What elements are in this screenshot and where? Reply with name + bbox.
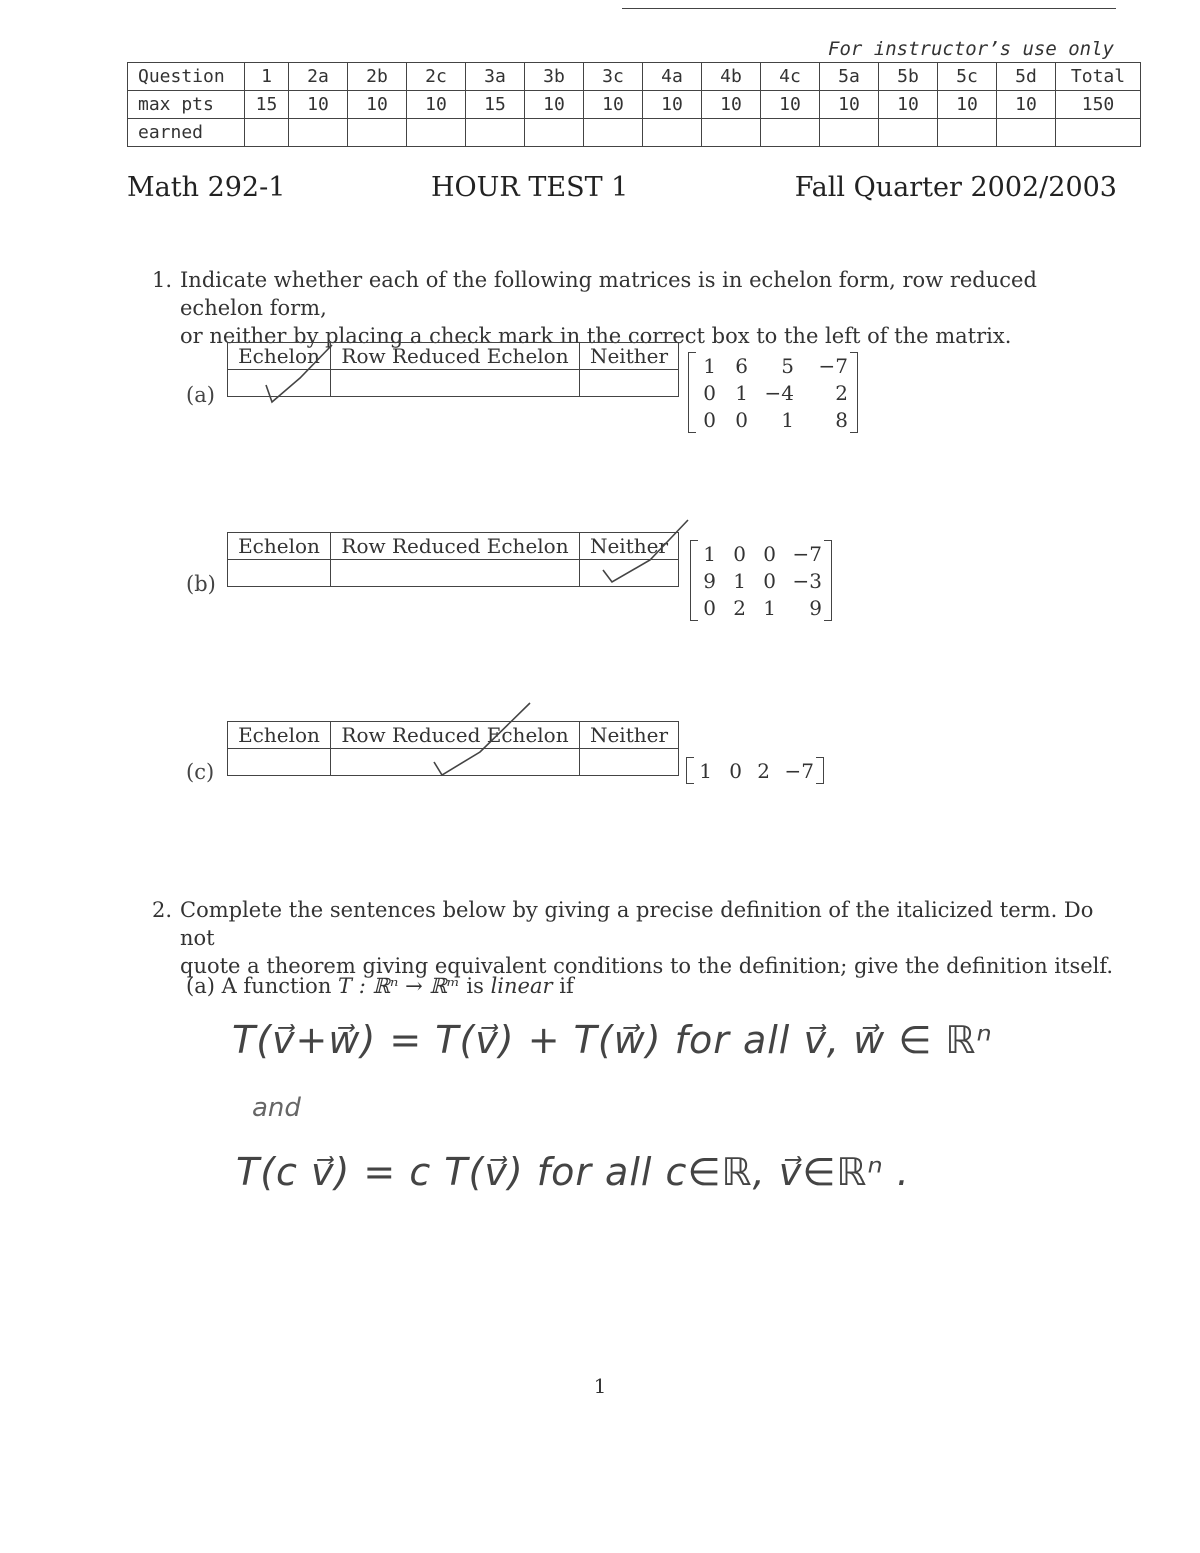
matrix-entry: 2 (757, 758, 770, 783)
matrix-entry: −7 (792, 541, 822, 566)
question-number: 2. (152, 898, 173, 922)
matrix-entry: 1 (763, 595, 776, 620)
matrix-entry: 0 (703, 380, 716, 405)
function-notation: T : ℝⁿ → ℝᵐ (338, 974, 460, 998)
matrix-entry: 9 (809, 595, 822, 620)
question-cell: 2b (348, 63, 407, 91)
echelon-header: Echelon (228, 343, 331, 370)
max-pts-cell: 10 (879, 91, 938, 119)
part-label-a: (a) (186, 383, 215, 407)
matrix-entry: 0 (729, 758, 742, 783)
max-pts-cell: 10 (938, 91, 997, 119)
question-cell: 5b (879, 63, 938, 91)
neither-header: Neither (580, 533, 679, 560)
page-number: 1 (593, 1374, 607, 1398)
max-pts-cell: 10 (643, 91, 702, 119)
echelon-header: Echelon (228, 722, 331, 749)
matrix-entry: 1 (735, 380, 748, 405)
italic-term: linear (490, 974, 553, 998)
question-cell: 5a (820, 63, 879, 91)
handwritten-answer-line1: T(v⃗+w⃗) = T(v⃗) + T(w⃗) for all v⃗, w⃗ ∈ ℝⁿ (232, 1018, 993, 1062)
question-cell: 4a (643, 63, 702, 91)
question-cell: 3c (584, 63, 643, 91)
matrix-entry: 1 (699, 758, 712, 783)
row-label: Question (128, 63, 245, 91)
question-cell: 3b (525, 63, 584, 91)
matrix-entry: 0 (735, 407, 748, 432)
part-label-2a: (a) (186, 974, 215, 998)
max-pts-cell: 10 (348, 91, 407, 119)
matrix-entry: 1 (703, 353, 716, 378)
max-pts-cell: 10 (702, 91, 761, 119)
matrix-entry: −3 (792, 568, 822, 593)
matrix-entry: −7 (818, 353, 848, 378)
matrix-entry: −7 (784, 758, 814, 783)
max-pts-cell: 10 (289, 91, 348, 119)
echelon-header: Echelon (228, 533, 331, 560)
matrix-entry: 6 (735, 353, 748, 378)
question-cell: 5c (938, 63, 997, 91)
prompt-text: if (559, 974, 574, 998)
rre-header: Row Reduced Echelon (331, 533, 580, 560)
question-cell: 1 (245, 63, 289, 91)
handwritten-and: and (252, 1093, 301, 1123)
question-text-line: Indicate whether each of the following matrices is in echelon form, row reduced echelon form, (180, 268, 1037, 320)
question-cell: 2a (289, 63, 348, 91)
max-pts-cell: 15 (245, 91, 289, 119)
part-label-b: (b) (186, 572, 216, 596)
matrix-entry: 8 (835, 407, 848, 432)
matrix-entry: 1 (781, 407, 794, 432)
row-label: earned (128, 119, 245, 147)
matrix-entry: 9 (703, 568, 716, 593)
neither-header: Neither (580, 722, 679, 749)
matrix-entry: 1 (733, 568, 746, 593)
check-mark-icon (603, 520, 688, 582)
max-pts-cell: 10 (407, 91, 466, 119)
max-pts-cell-total: 150 (1056, 91, 1141, 119)
check-mark-icon (266, 345, 332, 402)
prompt-text: is (466, 974, 484, 998)
max-pts-cell: 10 (820, 91, 879, 119)
matrix-entry: 2 (835, 380, 848, 405)
question-text-line: Complete the sentences below by giving a precise definition of the italicized term. Do not (180, 898, 1094, 950)
question-cell: 3a (466, 63, 525, 91)
max-pts-cell: 10 (761, 91, 820, 119)
max-pts-cell: 10 (584, 91, 643, 119)
matrix-entry: 1 (703, 541, 716, 566)
max-pts-cell: 10 (525, 91, 584, 119)
check-mark-icon (434, 703, 530, 775)
question-cell: 2c (407, 63, 466, 91)
matrix-entry: 0 (703, 595, 716, 620)
rre-header: Row Reduced Echelon (331, 722, 580, 749)
matrix-entry: 5 (781, 353, 794, 378)
neither-header: Neither (580, 343, 679, 370)
matrix-entry: 0 (763, 568, 776, 593)
question-cell: 4b (702, 63, 761, 91)
question-cell: 5d (997, 63, 1056, 91)
term-title: Fall Quarter 2002/2003 (794, 172, 1117, 203)
matrix-entry: 2 (733, 595, 746, 620)
part-label-c: (c) (186, 760, 215, 784)
max-pts-cell: 10 (997, 91, 1056, 119)
question-text-line: or neither by placing a check mark in the correct box to the left of the matrix. (180, 324, 1012, 348)
matrix-entry: −4 (764, 380, 794, 405)
prompt-text: A function (221, 974, 332, 998)
matrix-entry: 0 (763, 541, 776, 566)
question-text-line: quote a theorem giving equivalent conditions to the definition; give the definition itself. (180, 954, 1114, 978)
handwritten-answer-line2: T(c v⃗) = c T(v⃗) for all c∈ℝ, v⃗∈ℝⁿ . (236, 1150, 910, 1194)
rre-header: Row Reduced Echelon (331, 343, 580, 370)
max-pts-cell: 15 (466, 91, 525, 119)
matrix-entry: 0 (733, 541, 746, 566)
question-cell-total: Total (1056, 63, 1141, 91)
question-cell: 4c (761, 63, 820, 91)
matrix-entry: 0 (703, 407, 716, 432)
test-title: HOUR TEST 1 (431, 172, 629, 203)
course-title: Math 292-1 (127, 172, 286, 203)
row-label: max pts (128, 91, 245, 119)
instructor-note: For instructor’s use only (828, 38, 1114, 60)
question-number: 1. (152, 268, 173, 292)
